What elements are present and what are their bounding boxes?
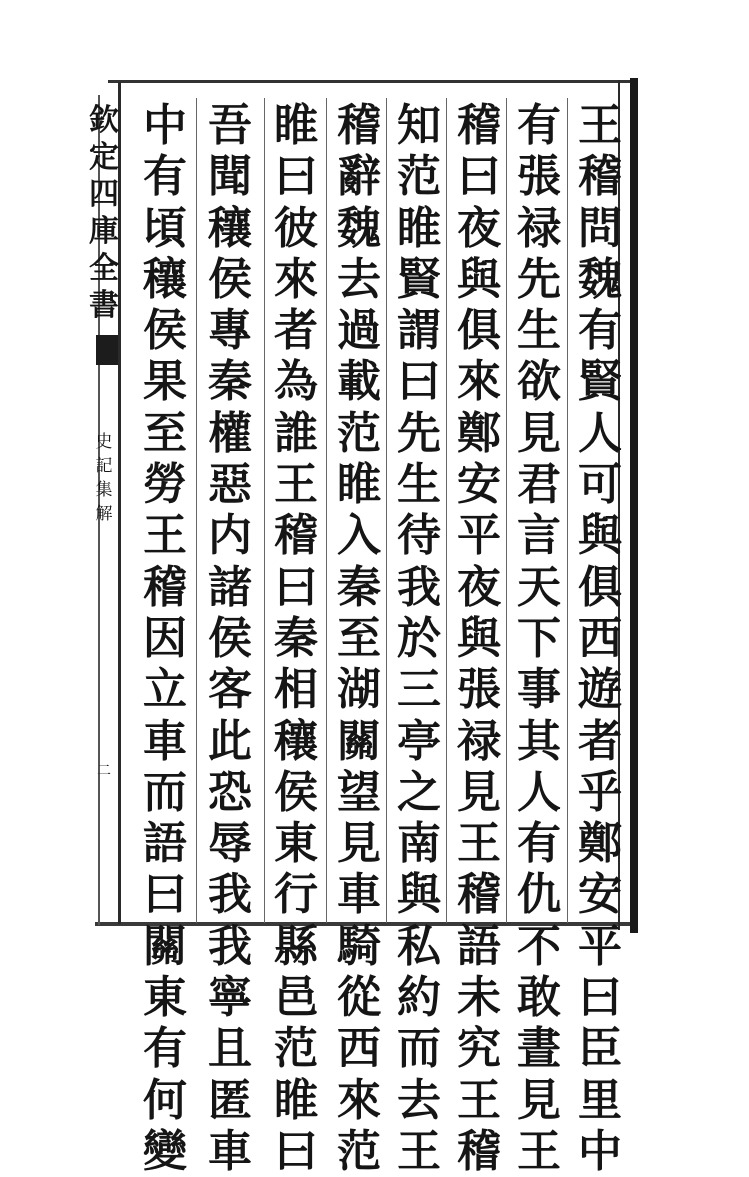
glyph: 車	[143, 715, 187, 767]
margin-book-title	[86, 102, 122, 324]
glyph: 賢	[397, 253, 441, 305]
glyph: 者	[578, 715, 622, 767]
glyph: 與	[457, 253, 501, 305]
margin-book-title-char: 欽	[89, 103, 119, 138]
glyph: 曰	[143, 869, 187, 921]
glyph: 關	[337, 715, 381, 767]
glyph: 權	[208, 407, 252, 459]
glyph: 下	[517, 612, 561, 664]
glyph: 來	[337, 1074, 381, 1126]
glyph: 吾	[208, 100, 252, 151]
glyph: 之	[397, 766, 441, 818]
glyph: 語	[457, 920, 501, 972]
glyph: 侯	[143, 305, 187, 357]
glyph: 未	[457, 972, 501, 1024]
margin-section-char: 解	[95, 504, 113, 524]
text-column-3	[451, 100, 507, 1177]
glyph: 約	[397, 972, 441, 1024]
glyph: 見	[517, 1074, 561, 1126]
margin-book-title-char: 全	[89, 251, 119, 286]
glyph: 人	[517, 766, 561, 818]
glyph: 我	[208, 920, 252, 972]
glyph: 欲	[517, 356, 561, 408]
glyph: 見	[457, 766, 501, 818]
glyph: 稽	[337, 100, 381, 151]
glyph: 遊	[578, 664, 622, 716]
glyph: 頃	[143, 202, 187, 254]
glyph: 乎	[578, 766, 622, 818]
margin-book-title-char: 庫	[89, 214, 119, 249]
glyph: 來	[457, 356, 501, 408]
glyph: 范	[397, 151, 441, 203]
glyph: 鄭	[578, 818, 622, 870]
glyph: 王	[517, 1125, 561, 1177]
glyph: 賢	[578, 356, 622, 408]
glyph: 范	[337, 1125, 381, 1177]
glyph: 客	[208, 664, 252, 716]
glyph: 西	[337, 1023, 381, 1075]
glyph: 曰	[274, 561, 318, 613]
glyph: 王	[143, 510, 187, 562]
glyph: 稽	[143, 561, 187, 613]
glyph: 侯	[208, 253, 252, 305]
glyph: 立	[143, 664, 187, 716]
glyph: 平	[578, 920, 622, 972]
frame-right-border	[630, 78, 638, 933]
glyph: 有	[143, 1023, 187, 1075]
glyph: 湖	[337, 664, 381, 716]
column-rule	[264, 98, 265, 923]
glyph: 謂	[397, 305, 441, 357]
glyph: 仇	[517, 869, 561, 921]
glyph: 至	[143, 407, 187, 459]
text-column-2	[511, 100, 567, 1177]
glyph: 稽	[457, 1125, 501, 1177]
text-column-7	[202, 100, 258, 1177]
glyph: 行	[274, 869, 318, 921]
glyph: 辭	[337, 151, 381, 203]
glyph: 來	[274, 253, 318, 305]
glyph: 專	[208, 305, 252, 357]
glyph: 晝	[517, 1023, 561, 1075]
glyph: 東	[143, 972, 187, 1024]
glyph: 曰	[457, 151, 501, 203]
glyph: 穰	[208, 202, 252, 254]
glyph: 張	[517, 151, 561, 203]
glyph: 穰	[143, 253, 187, 305]
glyph: 邑	[274, 972, 318, 1024]
glyph: 南	[397, 818, 441, 870]
glyph: 騎	[337, 920, 381, 972]
glyph: 過	[337, 305, 381, 357]
fishtail-mark	[96, 335, 118, 365]
glyph: 先	[517, 253, 561, 305]
glyph: 秦	[208, 356, 252, 408]
glyph: 何	[143, 1074, 187, 1126]
glyph: 夜	[457, 202, 501, 254]
glyph: 與	[457, 612, 501, 664]
glyph: 魏	[578, 253, 622, 305]
glyph: 禄	[457, 715, 501, 767]
glyph: 睢	[337, 459, 381, 511]
glyph: 三	[397, 664, 441, 716]
glyph: 語	[143, 818, 187, 870]
glyph: 望	[337, 766, 381, 818]
frame-top-border	[108, 80, 638, 83]
margin-book-title-char: 定	[89, 140, 119, 175]
glyph: 者	[274, 305, 318, 357]
glyph: 臣	[578, 1023, 622, 1075]
glyph: 至	[337, 612, 381, 664]
glyph: 可	[578, 459, 622, 511]
glyph: 車	[208, 1125, 252, 1177]
glyph: 秦	[337, 561, 381, 613]
glyph: 關	[143, 920, 187, 972]
glyph: 與	[397, 869, 441, 921]
glyph: 見	[337, 818, 381, 870]
glyph: 縣	[274, 920, 318, 972]
glyph: 見	[517, 407, 561, 459]
glyph: 其	[517, 715, 561, 767]
glyph: 東	[274, 818, 318, 870]
glyph: 秦	[274, 612, 318, 664]
glyph: 車	[337, 869, 381, 921]
glyph: 穰	[274, 715, 318, 767]
glyph: 范	[337, 407, 381, 459]
text-column-8	[137, 100, 193, 1177]
glyph: 事	[517, 664, 561, 716]
glyph: 言	[517, 510, 561, 562]
glyph: 勞	[143, 459, 187, 511]
glyph: 誰	[274, 407, 318, 459]
column-rule	[567, 98, 568, 923]
glyph: 中	[143, 100, 187, 151]
glyph: 俱	[457, 305, 501, 357]
glyph: 王	[457, 818, 501, 870]
glyph: 侯	[208, 612, 252, 664]
glyph: 去	[337, 253, 381, 305]
glyph: 曰	[397, 356, 441, 408]
glyph: 去	[397, 1074, 441, 1126]
text-column-5	[331, 100, 387, 1177]
glyph: 匿	[208, 1074, 252, 1126]
margin-section-char: 記	[95, 456, 113, 476]
glyph: 天	[517, 561, 561, 613]
margin-book-title-char: 書	[89, 288, 119, 323]
glyph: 而	[143, 766, 187, 818]
glyph: 彼	[274, 202, 318, 254]
glyph: 王	[578, 100, 622, 151]
glyph: 平	[457, 510, 501, 562]
glyph: 魏	[337, 202, 381, 254]
glyph: 稽	[578, 151, 622, 203]
glyph: 人	[578, 407, 622, 459]
glyph: 入	[337, 510, 381, 562]
glyph: 私	[397, 920, 441, 972]
glyph: 睢	[397, 202, 441, 254]
glyph: 張	[457, 664, 501, 716]
glyph: 且	[208, 1023, 252, 1075]
glyph: 與	[578, 510, 622, 562]
glyph: 待	[397, 510, 441, 562]
glyph: 王	[274, 459, 318, 511]
glyph: 生	[517, 305, 561, 357]
glyph: 諸	[208, 561, 252, 613]
column-rule	[196, 98, 197, 923]
glyph: 稽	[457, 869, 501, 921]
margin-section-char: 史	[95, 432, 113, 452]
text-column-1	[572, 100, 628, 1177]
glyph: 問	[578, 202, 622, 254]
glyph: 此	[208, 715, 252, 767]
glyph: 睢	[274, 1074, 318, 1126]
text-column-6	[268, 100, 324, 1177]
glyph: 俱	[578, 561, 622, 613]
glyph: 稽	[457, 100, 501, 151]
glyph: 曰	[274, 1125, 318, 1177]
glyph: 辱	[208, 818, 252, 870]
glyph: 變	[143, 1125, 187, 1177]
glyph: 相	[274, 664, 318, 716]
glyph: 睢	[274, 100, 318, 151]
glyph: 曰	[274, 151, 318, 203]
margin-page-number: 二	[97, 763, 111, 779]
glyph: 寧	[208, 972, 252, 1024]
glyph: 有	[517, 100, 561, 151]
margin-section-char: 集	[95, 480, 113, 500]
glyph: 恐	[208, 766, 252, 818]
margin-book-title-char: 四	[89, 177, 119, 212]
glyph: 不	[517, 920, 561, 972]
glyph: 亭	[397, 715, 441, 767]
glyph: 有	[517, 818, 561, 870]
glyph: 知	[397, 100, 441, 151]
glyph: 因	[143, 612, 187, 664]
glyph: 侯	[274, 766, 318, 818]
glyph: 安	[457, 459, 501, 511]
glyph: 曰	[578, 972, 622, 1024]
glyph: 於	[397, 612, 441, 664]
glyph: 稽	[274, 510, 318, 562]
glyph: 禄	[517, 202, 561, 254]
glyph: 有	[143, 151, 187, 203]
text-column-4	[391, 100, 447, 1177]
glyph: 果	[143, 356, 187, 408]
glyph: 西	[578, 612, 622, 664]
glyph: 而	[397, 1023, 441, 1075]
glyph: 惡	[208, 459, 252, 511]
glyph: 有	[578, 305, 622, 357]
glyph: 王	[457, 1074, 501, 1126]
glyph: 聞	[208, 151, 252, 203]
glyph: 夜	[457, 561, 501, 613]
glyph: 里	[578, 1074, 622, 1126]
glyph: 中	[578, 1125, 622, 1177]
glyph: 我	[397, 561, 441, 613]
glyph: 范	[274, 1023, 318, 1075]
glyph: 鄭	[457, 407, 501, 459]
glyph: 王	[397, 1125, 441, 1177]
glyph: 究	[457, 1023, 501, 1075]
glyph: 君	[517, 459, 561, 511]
glyph: 内	[208, 510, 252, 562]
glyph: 載	[337, 356, 381, 408]
glyph: 敢	[517, 972, 561, 1024]
glyph: 從	[337, 972, 381, 1024]
glyph: 為	[274, 356, 318, 408]
glyph: 生	[397, 459, 441, 511]
glyph: 安	[578, 869, 622, 921]
column-rule	[326, 98, 327, 923]
margin-section-title	[92, 430, 116, 526]
glyph: 先	[397, 407, 441, 459]
glyph: 我	[208, 869, 252, 921]
